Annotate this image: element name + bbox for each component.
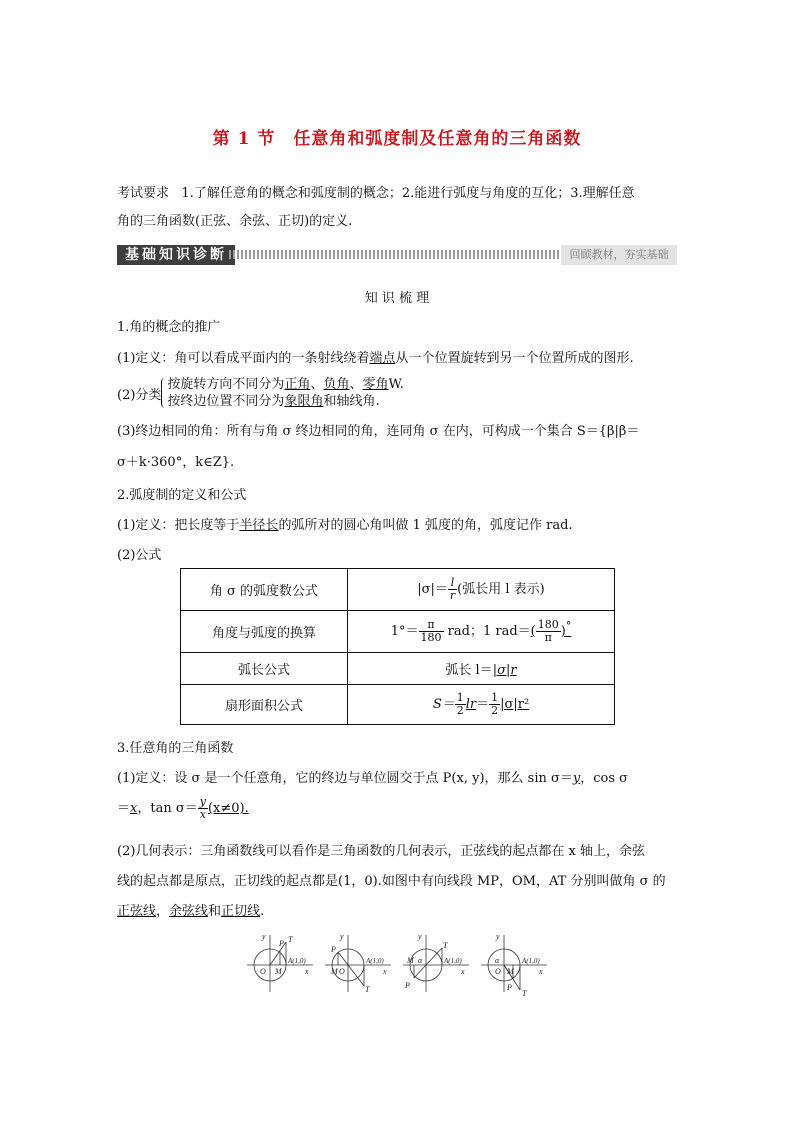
- fig2-p: P: [331, 945, 336, 954]
- s3-def2-pre: ＝: [117, 801, 131, 816]
- frac-num: l: [448, 577, 457, 590]
- cls1-sep1: 、: [310, 377, 324, 392]
- requirements-line1: 1.了解任意角的概念和弧度制的概念；2.能进行弧度与角度的互化；3.理解任意: [181, 186, 635, 201]
- s2-def-pre: (1)定义：把长度等于: [117, 518, 240, 533]
- s3-def2-post: (x≠0).: [207, 801, 249, 816]
- fig1-p: P: [279, 939, 284, 948]
- end: .: [260, 904, 265, 919]
- fig2-a: A(1,0): [366, 957, 384, 965]
- cosine-line-term: 余弦线: [169, 904, 209, 919]
- fig1-a: A(1,0): [288, 957, 306, 965]
- table-key: 弧长公式: [181, 653, 348, 685]
- fig2-y: y: [340, 932, 344, 941]
- trig-line-figures: [245, 930, 555, 1000]
- s1-classification: [117, 376, 404, 410]
- frac-den: 180: [420, 631, 442, 644]
- table-row: [181, 611, 615, 653]
- val-pre: 弧长 l＝: [445, 663, 493, 678]
- val-a: S＝: [432, 697, 455, 712]
- tangent-line-term: 正切线: [221, 904, 261, 919]
- section-name: 任意角和弧度制及任意角的三角函数: [293, 129, 582, 149]
- s2-heading: 2.弧度制的定义和公式: [117, 488, 247, 503]
- val-post: (弧长用 l 表示): [457, 582, 545, 597]
- fig3-x: x: [461, 967, 465, 976]
- s1-coterminal-1: (3)终边相同的角：所有与角 σ 终边相同的角，连同角 σ 在内，可构成一个集合 S＝{β|β＝: [117, 424, 640, 439]
- s3-def-line1: [117, 767, 628, 786]
- s2-formula-label: (2)公式: [117, 548, 162, 563]
- cls2-quadrant: 象限角: [284, 394, 324, 409]
- s1-def-endpoint: 端点: [369, 351, 396, 366]
- cls-label: (2)分类: [117, 387, 162, 403]
- val-underlined: |σ|r: [492, 663, 517, 678]
- fig4-a: A(1,0): [522, 957, 540, 965]
- frac-num: y: [199, 795, 206, 808]
- frac-den: π: [544, 631, 552, 644]
- fig3-m: M: [407, 956, 414, 965]
- s1-definition: [117, 347, 634, 366]
- subtitle: 知 识 梳 理: [364, 291, 430, 306]
- val-a: 1°＝: [390, 624, 419, 639]
- sine-line-term: 正弦线: [117, 904, 157, 919]
- banner-right: 回顾教材，夯实基础: [561, 245, 677, 265]
- table-value: [348, 653, 615, 685]
- fig3-p: P: [405, 981, 410, 990]
- degree: °: [565, 619, 572, 633]
- fraction: [419, 619, 444, 644]
- fig4-x: x: [539, 967, 543, 976]
- fig3-a: A(1,0): [444, 957, 462, 965]
- s1-def-pre: (1)定义：角可以看成平面内的一条射线绕着: [117, 351, 370, 366]
- table-row: [181, 685, 615, 725]
- s1-def-post: 从一个位置旋转到另一个位置所成的图形.: [395, 351, 634, 366]
- s3-tan-value: [198, 796, 249, 821]
- fig4-y: y: [496, 932, 500, 941]
- cls1-positive: 正角: [284, 377, 311, 392]
- fig2-t: T: [365, 985, 370, 994]
- val-c: ＝: [476, 697, 490, 712]
- table-row: [181, 653, 615, 685]
- fig4-p: P: [507, 983, 512, 992]
- table-key: 角 σ 的弧度数公式: [181, 569, 348, 611]
- frac-num: 1: [491, 691, 499, 704]
- frac-den: 2: [491, 704, 499, 717]
- fig1-m: M: [275, 967, 282, 976]
- table-key: 扇形面积公式: [181, 685, 348, 725]
- table-key: 角度与弧度的换算: [181, 611, 348, 653]
- fig1-y: y: [262, 932, 266, 941]
- sep1: ，: [156, 904, 170, 919]
- table-value: [348, 685, 615, 725]
- frac-den: x: [199, 808, 206, 821]
- s3-def1-mid: ，cos σ: [580, 771, 629, 786]
- requirements-label: 考试要求: [117, 186, 170, 201]
- fig2-x: x: [383, 967, 387, 976]
- section-number: 第 1 节: [212, 129, 276, 149]
- frac-den: 2: [456, 704, 464, 717]
- s1-heading: 1.角的概念的推广: [117, 320, 221, 335]
- cls2-post: 和轴线角.: [323, 394, 380, 409]
- fig3-alpha: α: [418, 956, 423, 965]
- fig3-t: T: [443, 941, 448, 950]
- s3-geo-line1: (2)几何表示：三角函数线可以看作是三角函数的几何表示，正弦线的起点都在 x 轴上，余弦: [117, 844, 646, 859]
- section-banner: [117, 244, 677, 266]
- s2-def-post: 的弧所对的圆心角叫做 1 弧度的角，弧度记作 rad.: [278, 518, 573, 533]
- frac-num: π: [419, 619, 444, 632]
- val-pre: |σ|＝: [417, 582, 448, 597]
- formula-table: [180, 568, 615, 725]
- val-b: lr: [465, 697, 477, 712]
- cls1-negative: 负角: [323, 377, 350, 392]
- frac-den: r: [449, 589, 456, 602]
- fraction: [198, 796, 208, 821]
- s2-definition: [117, 514, 573, 533]
- val-d: |σ|r²: [500, 697, 530, 712]
- s1-coterminal-2: σ＋k·360°，k∈Z}.: [117, 455, 235, 470]
- frac-num: 180: [537, 618, 559, 631]
- sep2: 和: [208, 904, 222, 919]
- s3-def1-y: y: [572, 771, 581, 786]
- brace-icon: [161, 378, 165, 408]
- s3-geo-line3: [117, 900, 264, 919]
- s3-def2-mid: ，tan σ＝: [137, 801, 198, 816]
- table-value: [348, 569, 615, 611]
- s2-def-radius: 半径长: [239, 518, 279, 533]
- fig1-x: x: [305, 967, 309, 976]
- table-row: [181, 569, 615, 611]
- fig4-alpha: α: [495, 956, 500, 965]
- s3-def1-pre: (1)定义：设 σ 是一个任意角，它的终边与单位圆交于点 P(x, y)，那么 sin σ＝: [117, 771, 573, 786]
- s3-geo-line2: 线的起点都是原点，正切线的起点都是(1，0).如图中有向线段 MP，OM，AT 分别叫做角 σ 的: [117, 874, 666, 889]
- banner-stripes: [229, 250, 559, 259]
- fig2-o: O: [339, 967, 345, 976]
- fig4-m: M: [507, 967, 514, 976]
- cls1-pre: 按旋转方向不同分为: [167, 377, 285, 392]
- fig3-y: y: [418, 932, 422, 941]
- fraction: [536, 619, 561, 644]
- cls2-pre: 按终边位置不同分为: [167, 394, 285, 409]
- requirements-line2: 角的三角函数(正弦、余弦、正切)的定义.: [117, 214, 353, 229]
- cls1-zero: 零角: [362, 377, 389, 392]
- banner-left: 基础知识诊断: [117, 245, 235, 265]
- fig4-t: T: [522, 989, 527, 998]
- fig2-m: M: [331, 967, 338, 976]
- fig1-o: O: [260, 967, 266, 976]
- page-title: [0, 124, 794, 149]
- s3-def-line2: [117, 796, 249, 821]
- frac-num: 1: [456, 691, 464, 704]
- fraction: [455, 692, 466, 717]
- val-b: rad；1 rad＝: [443, 624, 531, 639]
- fraction: [448, 577, 457, 602]
- s3-heading: 3.任意角的三角函数: [117, 741, 234, 756]
- cls1-end: W.: [388, 377, 404, 392]
- fig1-t: T: [288, 935, 293, 944]
- fraction: [489, 692, 500, 717]
- fig4-o: O: [495, 967, 501, 976]
- table-value: [348, 611, 615, 653]
- cls1-sep2: 、: [349, 377, 363, 392]
- s3-def2-x: x: [130, 801, 138, 816]
- underlined-fraction: ( $\frac{180}{\pi}$ )°: [530, 618, 572, 644]
- exam-requirements: [117, 180, 677, 236]
